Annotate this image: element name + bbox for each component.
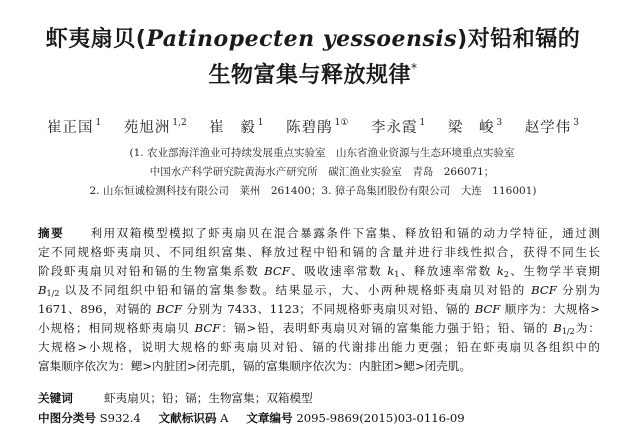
abstract-line: $B_{1/2}$ 以及不同组织中铅和镉的富集参数。结果显示，大、小两种规格虾夷扇贝对铅的 BCF 分别为 xyxy=(38,283,600,298)
affiliation-line-1: (1. 农业部海洋渔业可持续发展重点实验室 山东省渔业资源与生态环境重点实验室 xyxy=(129,147,515,159)
affiliation-line-3: 2. 山东恒诚检测科技有限公司 莱州 261400；3. 獐子岛集团股份有限公司 大连 116001) xyxy=(89,185,537,197)
author: 陈碧鹃 $^{1①}$ xyxy=(286,118,349,136)
abstract-line: 大规格>小规格，说明大规格的虾夷扇贝对铅、镉的代谢排出能力更强；铅在虾夷扇贝各组织中的 xyxy=(38,340,600,354)
paper-title-line-1 xyxy=(0,22,626,53)
author: 苑旭洲 $^{1,2}$ xyxy=(123,118,187,136)
author-list xyxy=(0,116,626,137)
author: 崔 毅 $^1$ xyxy=(209,118,264,136)
abstract xyxy=(38,224,600,376)
author: 崔正国 $^1$ xyxy=(47,118,102,136)
keywords xyxy=(38,390,313,406)
keywords-label: 关键词 xyxy=(38,391,73,405)
author: 李永霞 $^1$ xyxy=(371,118,426,136)
title-footnote-mark: * xyxy=(411,61,418,75)
abstract-line: 富集顺序依次为：鳃>内脏团>闭壳肌，镉的富集顺序依次为：内脏团>鳃>闭壳肌。 xyxy=(38,359,472,373)
article-number-value: 2095-9869(2015)03-0116-09 xyxy=(296,411,465,425)
abstract-label: 摘要 xyxy=(38,226,65,240)
paper-title-line-2 xyxy=(0,58,626,89)
classification-line xyxy=(38,410,465,426)
article-number-label: 文章编号 xyxy=(246,411,293,425)
title-latin-name: Patinopecten yessoensis xyxy=(146,26,458,52)
document-code-value: A xyxy=(220,411,229,425)
abstract-line: 1671、896，对镉的 BCF 分别为 7433、1123；不同规格虾夷扇贝对铅、镉的 BCF 顺序为：大规格> xyxy=(38,302,600,316)
abstract-line: 小规格；相同规格虾夷扇贝 BCF：镉>铅，表明虾夷扇贝对镉的富集能力强于铅；铅、镉的 $B_{1/2}$为： xyxy=(38,321,600,336)
clc-value: S932.4 xyxy=(99,411,141,425)
clc-label: 中图分类号 xyxy=(38,411,96,425)
affiliation-line-2: 中国水产科学研究院黄海水产研究所 碳汇渔业实验室 青岛 266071； xyxy=(149,166,495,178)
author: 梁 峻 $^3$ xyxy=(447,118,503,136)
title-text-before: 虾夷扇贝( xyxy=(45,27,147,52)
keywords-text: 虾夷扇贝；铅；镉；生物富集；双箱模型 xyxy=(104,391,313,405)
title-text-after: )对铅和镉的 xyxy=(457,27,581,52)
abstract-line: 摘要 利用双箱模型模拟了虾夷扇贝在混合暴露条件下富集、释放铅和镉的动力学特征，通过测 xyxy=(38,226,600,240)
document-code-label: 文献标识码 xyxy=(158,411,217,425)
abstract-line: 阶段虾夷扇贝对铅和镉的生物富集系数 BCF、吸收速率常数 $k_1$、释放速率常数 $k_2$、生物学半衰期 xyxy=(38,264,600,279)
abstract-line: 定不同规格虾夷扇贝、不同组织富集、释放过程中铅和镉的含量并进行非线性拟合，获得不同生长 xyxy=(38,245,600,259)
title-text-line-2: 生物富集与释放规律 xyxy=(208,63,411,88)
author: 赵学伟 $^3$ xyxy=(524,118,579,136)
